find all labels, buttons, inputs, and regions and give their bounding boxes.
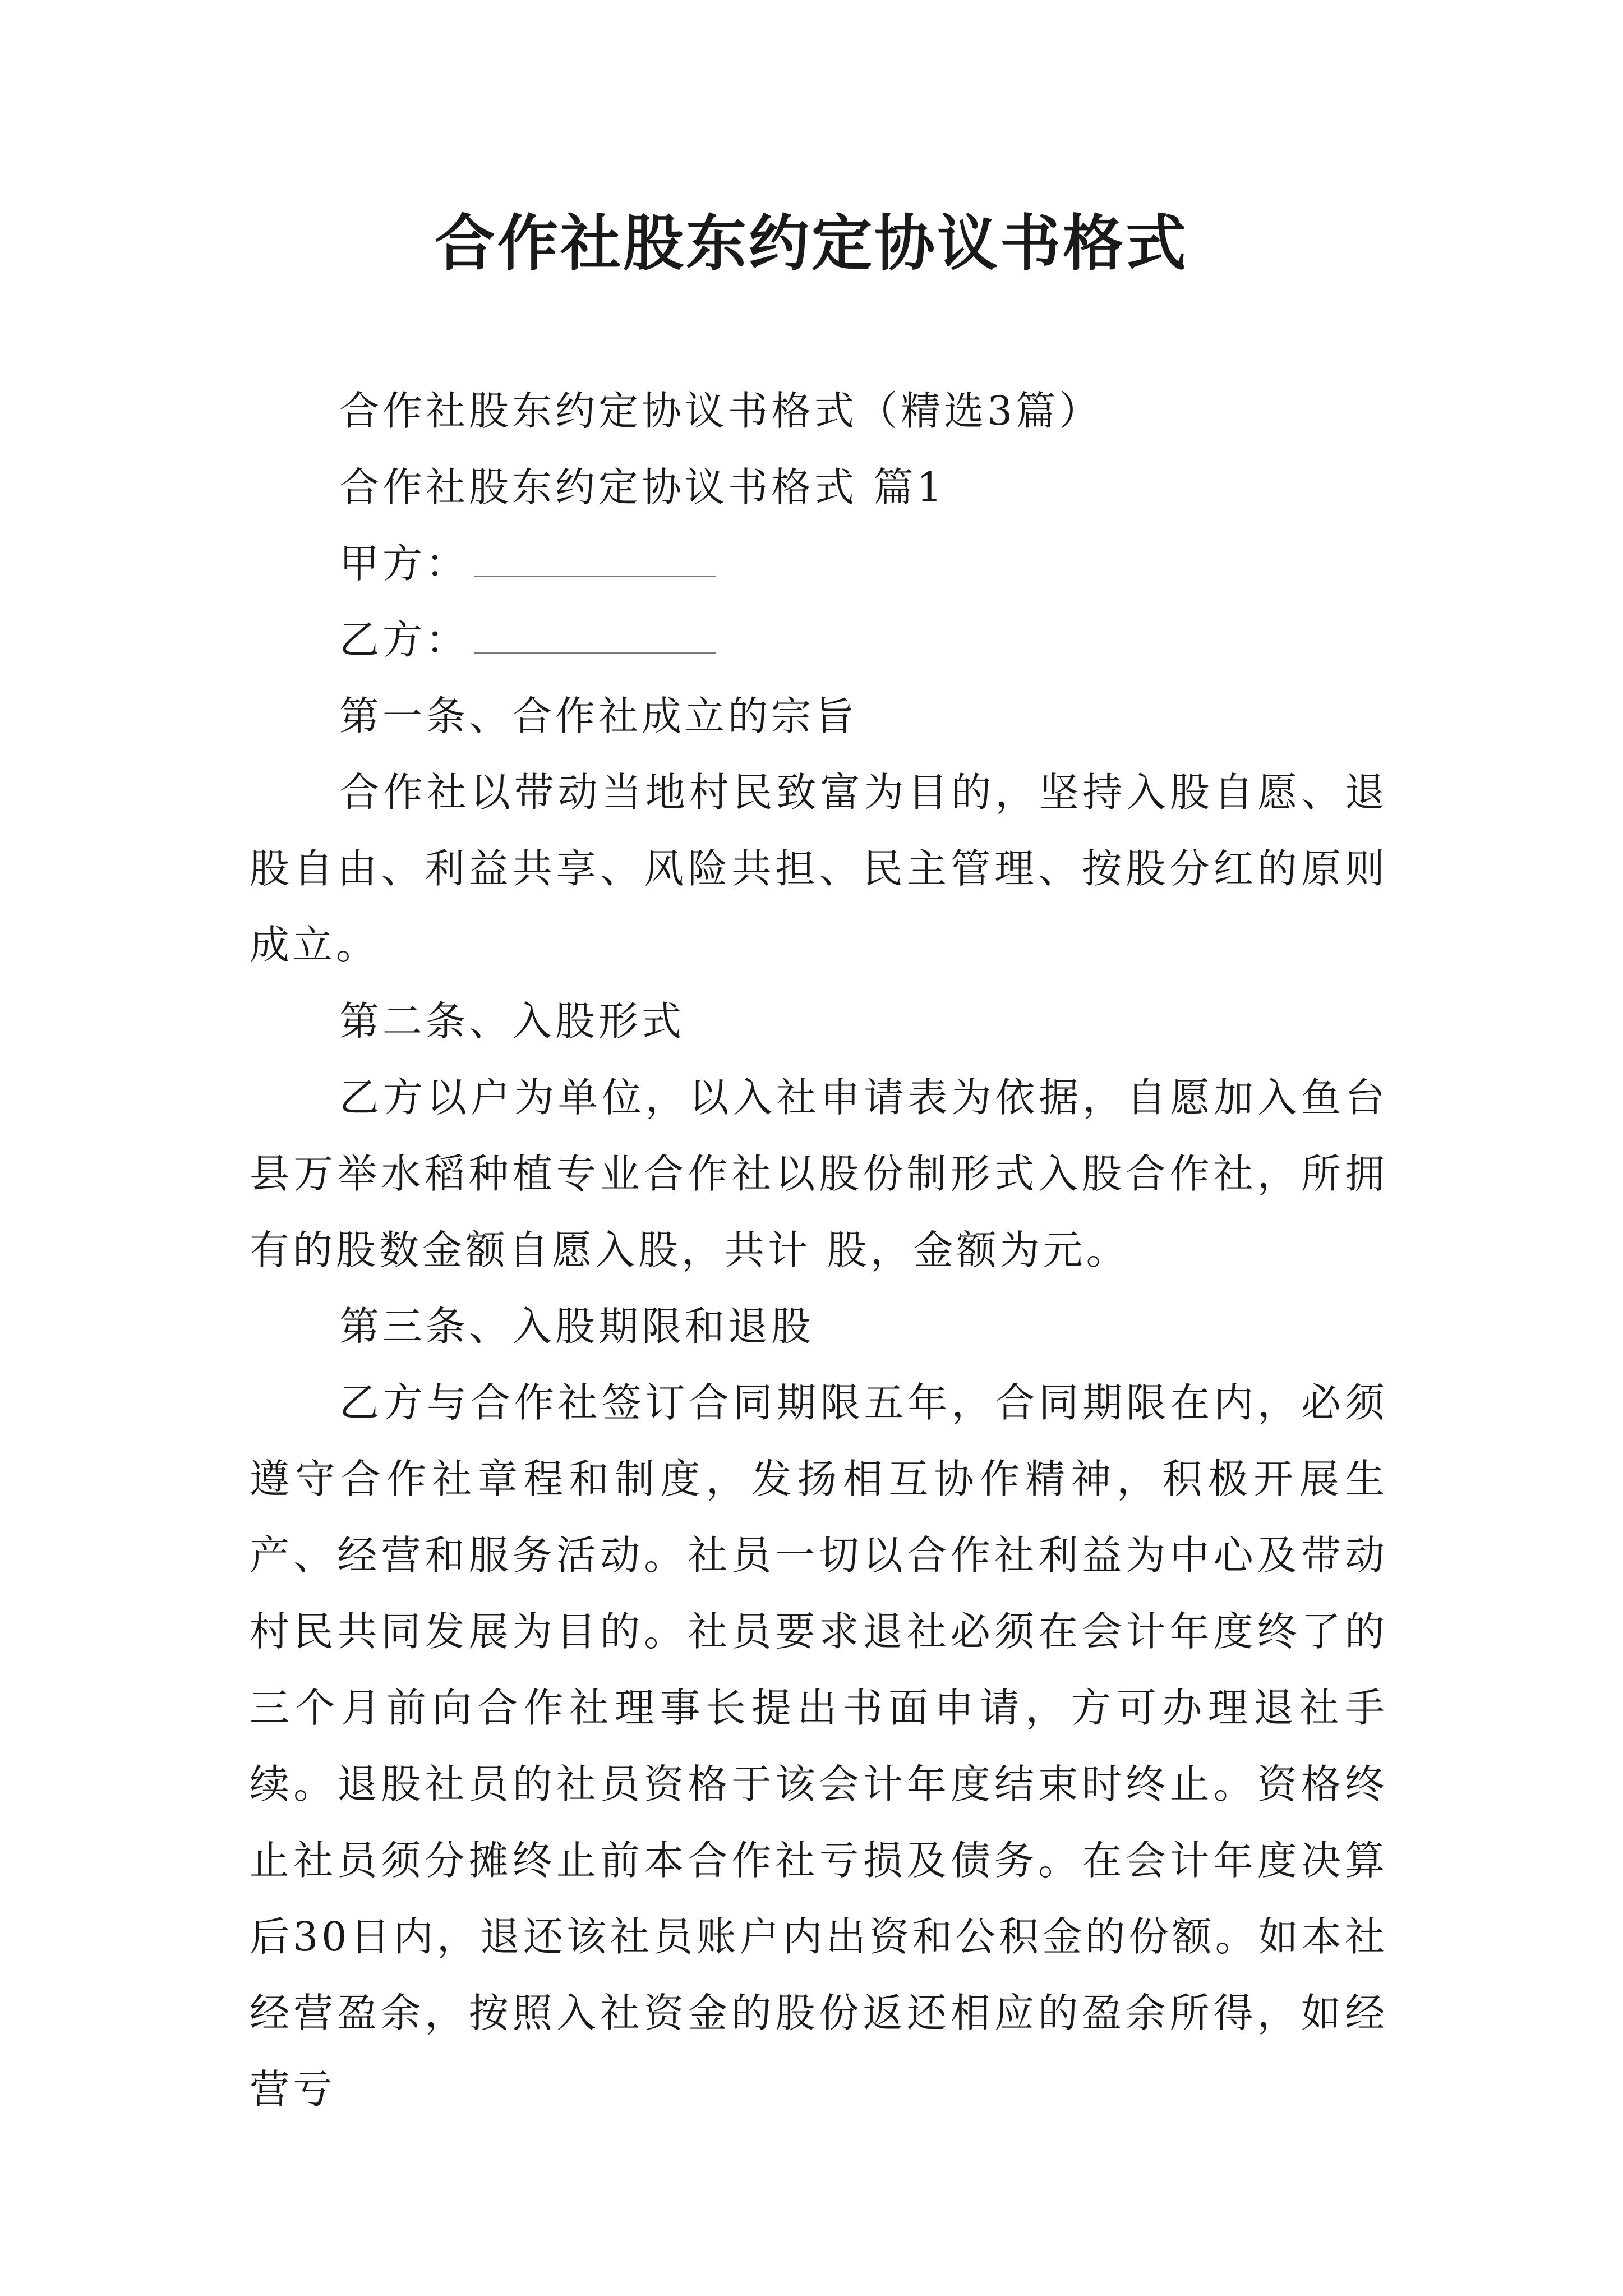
article1-heading: 第一条、合作社成立的宗旨 bbox=[339, 693, 858, 739]
article2-text: 乙方以户为单位，以入社申请表为依据，自愿加入鱼台县万举水稻种植专业合作社以股份制形式入股合作社，所拥有的股数金额自愿入股，共计 股，金额为元。 bbox=[250, 1074, 1388, 1273]
party-a-blank bbox=[474, 542, 716, 577]
party-b-blank bbox=[474, 618, 716, 654]
subtitle: 合作社股东约定协议书格式（精选3篇） bbox=[339, 388, 1103, 434]
party-a-line bbox=[250, 526, 1388, 602]
document-title: 合作社股东约定协议书格式 bbox=[434, 209, 1188, 279]
article3-heading: 第三条、入股期限和退股 bbox=[339, 1303, 815, 1350]
section-heading: 合作社股东约定协议书格式 篇1 bbox=[339, 464, 946, 510]
article1-text: 合作社以带动当地村民致富为目的，坚持入股自愿、退股自由、利益共享、风险共担、民主管理、按股分红的原则成立。 bbox=[250, 769, 1388, 968]
article2-heading: 第二条、入股形式 bbox=[339, 998, 685, 1045]
document-body bbox=[250, 373, 1388, 2128]
article3-text: 乙方与合作社签订合同期限五年，合同期限在内，必须遵守合作社章程和制度，发扬相互协作精神，积极开展生产、经营和服务活动。社员一切以合作社利益为中心及带动村民共同发展为目的。社员要求退社必须在会计年度终了的三个月前向合作社理事长提出书面申请，方可办理退社手续。退股社员的社员资格于该会计年度结束时终止。资格终止社员须分摊终止前本合作社亏损及债务。在会计年度决算后30日内，退还该社员账户内出资和公积金的份额。如本社经营盈余，按照入社资金的股份返还相应的盈余所得，如经营亏 bbox=[250, 1379, 1388, 2113]
party-a-label: 甲方： bbox=[339, 540, 469, 587]
party-b-line bbox=[250, 602, 1388, 678]
party-b-label: 乙方： bbox=[339, 616, 469, 663]
